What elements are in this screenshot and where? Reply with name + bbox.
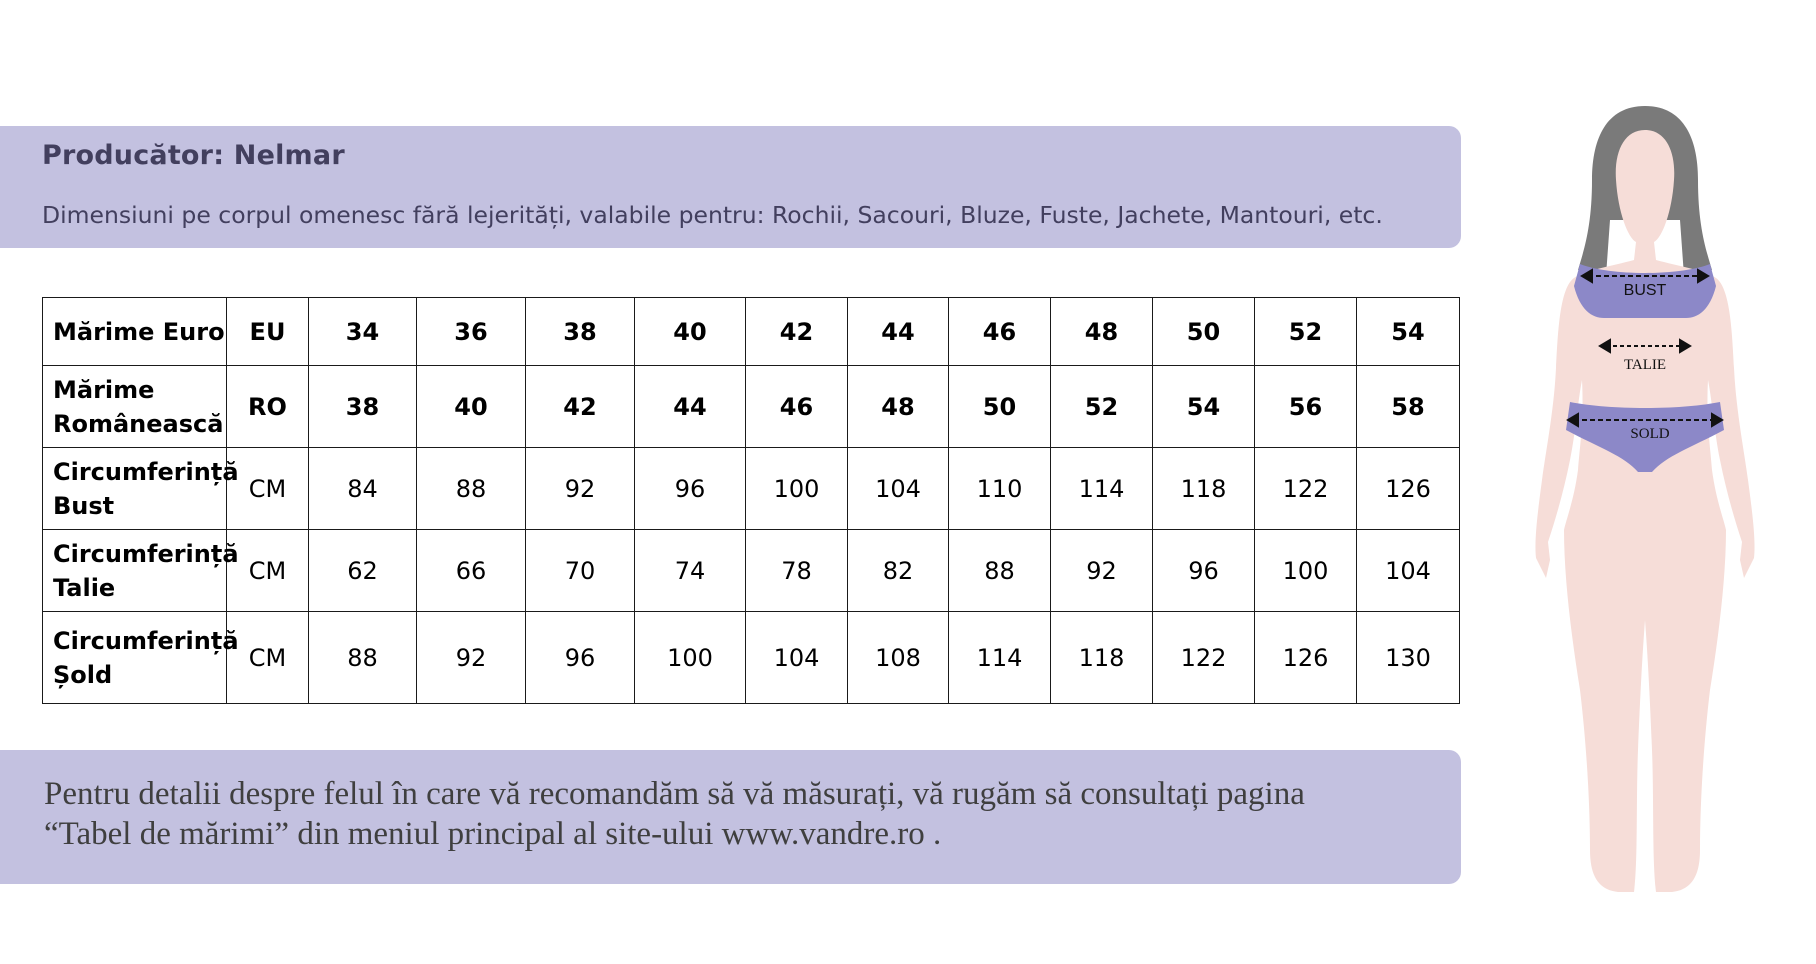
row-unit: CM	[227, 448, 309, 530]
table-cell: 78	[746, 530, 848, 612]
table-cell: 50	[1153, 298, 1255, 366]
table-cell: 34	[309, 298, 417, 366]
size-table-body	[43, 298, 1460, 704]
table-cell: 52	[1051, 366, 1153, 448]
row-label: Circumferință Bust	[43, 448, 227, 530]
table-cell: 84	[309, 448, 417, 530]
table-cell: 88	[309, 612, 417, 704]
table-cell: 126	[1357, 448, 1460, 530]
table-cell: 44	[848, 298, 949, 366]
table-cell: 126	[1255, 612, 1357, 704]
table-cell: 48	[1051, 298, 1153, 366]
table-row	[43, 612, 1460, 704]
table-cell: 82	[848, 530, 949, 612]
table-cell: 88	[417, 448, 526, 530]
table-cell: 50	[949, 366, 1051, 448]
table-cell: 96	[1153, 530, 1255, 612]
table-cell: 118	[1051, 612, 1153, 704]
row-unit: EU	[227, 298, 309, 366]
table-cell: 88	[949, 530, 1051, 612]
row-unit: CM	[227, 530, 309, 612]
table-cell: 92	[417, 612, 526, 704]
table-cell: 40	[635, 298, 746, 366]
row-unit: RO	[227, 366, 309, 448]
row-label: Mărime Euro	[43, 298, 227, 366]
table-cell: 38	[526, 298, 635, 366]
hip-label: SOLD	[1630, 426, 1670, 442]
size-table	[42, 297, 1460, 704]
table-cell: 42	[746, 298, 848, 366]
table-cell: 36	[417, 298, 526, 366]
table-cell: 62	[309, 530, 417, 612]
table-cell: 42	[526, 366, 635, 448]
footer-note-line-2: “Tabel de mărimi” din meniul principal al site-ului www.vandre.ro .	[44, 816, 942, 852]
table-cell: 70	[526, 530, 635, 612]
table-cell: 110	[949, 448, 1051, 530]
table-cell: 104	[746, 612, 848, 704]
table-cell: 92	[1051, 530, 1153, 612]
table-cell: 96	[526, 612, 635, 704]
table-row	[43, 366, 1460, 448]
table-cell: 104	[1357, 530, 1460, 612]
table-cell: 48	[848, 366, 949, 448]
table-cell: 52	[1255, 298, 1357, 366]
footer-note	[44, 774, 1444, 854]
body-measurement-figure	[1520, 100, 1770, 900]
body-silhouette	[1535, 130, 1754, 892]
table-cell: 46	[949, 298, 1051, 366]
table-cell: 66	[417, 530, 526, 612]
table-row	[43, 530, 1460, 612]
size-description: Dimensiuni pe corpul omenesc fără lejerități, valabile pentru: Rochii, Sacouri, Bluze, Fuste, Jachete, Mantouri, etc.	[42, 201, 1383, 229]
waist-label: TALIE	[1623, 357, 1667, 373]
table-cell: 114	[1051, 448, 1153, 530]
table-cell: 122	[1255, 448, 1357, 530]
table-cell: 56	[1255, 366, 1357, 448]
table-cell: 122	[1153, 612, 1255, 704]
table-cell: 96	[635, 448, 746, 530]
table-cell: 40	[417, 366, 526, 448]
table-cell: 58	[1357, 366, 1460, 448]
table-cell: 104	[848, 448, 949, 530]
row-label: Circumferință Șold	[43, 612, 227, 704]
table-cell: 114	[949, 612, 1051, 704]
table-row	[43, 448, 1460, 530]
row-label: Circumferință Talie	[43, 530, 227, 612]
table-cell: 100	[746, 448, 848, 530]
table-cell: 118	[1153, 448, 1255, 530]
table-cell: 46	[746, 366, 848, 448]
row-label: Mărime Românească	[43, 366, 227, 448]
table-cell: 74	[635, 530, 746, 612]
table-row	[43, 298, 1460, 366]
table-cell: 44	[635, 366, 746, 448]
table-cell: 130	[1357, 612, 1460, 704]
table-cell: 100	[635, 612, 746, 704]
table-cell: 92	[526, 448, 635, 530]
table-cell: 38	[309, 366, 417, 448]
bust-label: BUST	[1623, 282, 1667, 299]
table-cell: 54	[1153, 366, 1255, 448]
footer-note-line-1: Pentru detalii despre felul în care vă recomandăm să vă măsurați, vă rugăm să consultați pagina	[44, 776, 1305, 812]
row-unit: CM	[227, 612, 309, 704]
table-cell: 54	[1357, 298, 1460, 366]
table-cell: 108	[848, 612, 949, 704]
producer-title: Producător: Nelmar	[42, 140, 345, 171]
table-cell: 100	[1255, 530, 1357, 612]
